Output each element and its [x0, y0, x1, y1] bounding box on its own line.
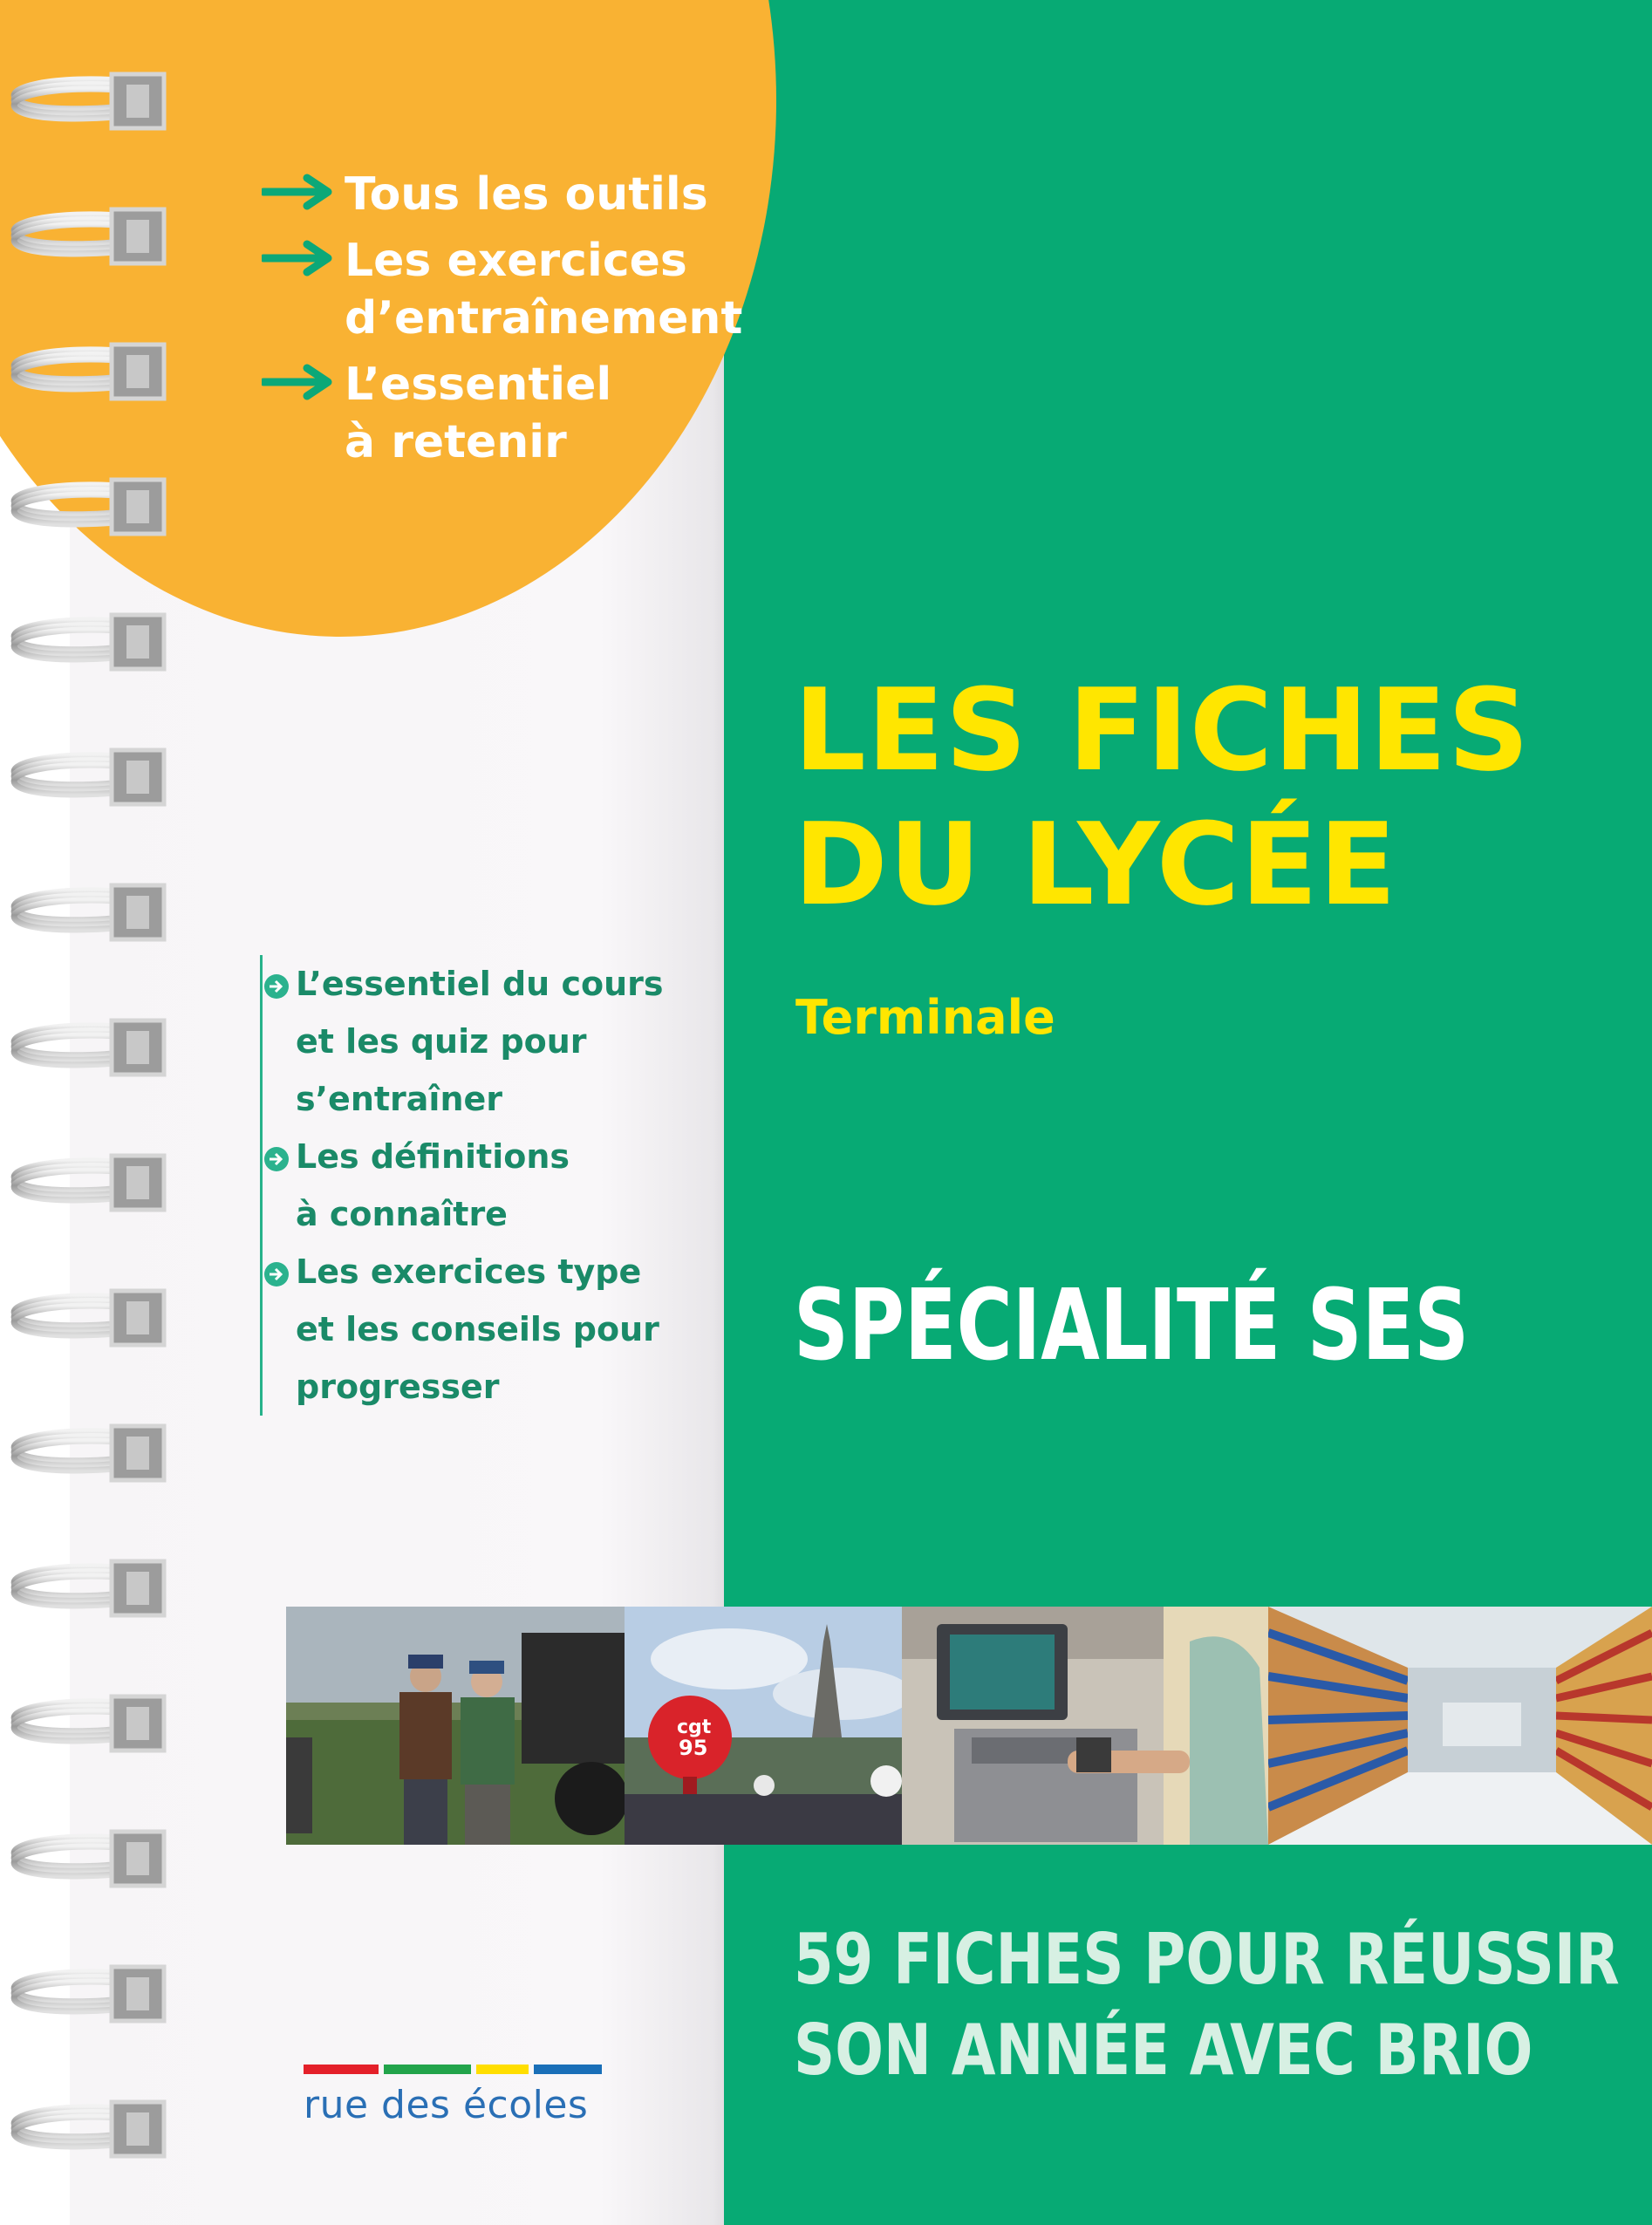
spiral-ring — [14, 2102, 164, 2156]
spiral-ring — [14, 74, 164, 128]
green-panel — [724, 0, 1652, 2225]
logo-color-bars — [304, 2065, 612, 2074]
spiral-ring — [14, 615, 164, 669]
book-title — [794, 663, 1579, 932]
side-feature-text: L’essentiel du cours et les quiz pour s’entraîner — [296, 965, 664, 1118]
bullet-arrow-icon — [264, 1262, 289, 1287]
self-checkout-photo — [902, 1607, 1268, 1845]
side-feature-text: Les exercices type et les conseils pour progresser — [296, 1252, 659, 1406]
balloon-text-95: 95 — [679, 1736, 708, 1760]
spiral-ring — [14, 750, 164, 804]
spiral-binding — [0, 0, 174, 2225]
demonstration-eiffel-photo — [625, 1607, 902, 1845]
side-feature-item — [296, 1243, 749, 1416]
farmers-photo — [286, 1607, 625, 1845]
spiral-ring — [14, 1696, 164, 1751]
top-feature-list — [262, 166, 750, 480]
spiral-ring — [14, 1426, 164, 1480]
logo-bar-yellow — [476, 2065, 529, 2074]
spiral-ring — [14, 1020, 164, 1075]
supermarket-aisle-photo — [1268, 1607, 1652, 1845]
spiral-ring — [14, 209, 164, 263]
bullet-arrow-icon — [264, 1147, 289, 1171]
spiral-ring — [14, 1967, 164, 2021]
arrow-right-icon — [262, 239, 340, 277]
top-feature-text: Les exercices d’entraînement — [345, 235, 743, 345]
top-feature-item — [262, 232, 750, 347]
spiral-ring — [14, 345, 164, 399]
top-feature-item — [262, 356, 750, 471]
arrow-right-icon — [262, 173, 340, 211]
publisher-name: rue des écoles — [304, 2083, 589, 2127]
tagline-line: 59 FICHES POUR RÉUSSIR — [794, 1919, 1620, 2000]
book-subtitle: Terminale — [795, 990, 1055, 1045]
spiral-ring — [14, 480, 164, 534]
spiral-ring — [14, 1832, 164, 1886]
tagline-line: SON ANNÉE AVEC BRIO — [794, 2010, 1533, 2091]
title-line: DU LYCÉE — [794, 798, 1397, 931]
spiral-ring — [14, 1561, 164, 1615]
top-feature-text: L’essentiel à retenir — [345, 358, 612, 468]
side-feature-item — [296, 955, 749, 1128]
top-feature-text: Tous les outils — [345, 168, 708, 221]
spiral-ring — [14, 1156, 164, 1210]
spiral-ring — [14, 1291, 164, 1345]
arrow-right-icon — [262, 363, 340, 401]
top-feature-item — [262, 166, 750, 223]
logo-bar-red — [304, 2065, 379, 2074]
side-feature-text: Les définitions à connaître — [296, 1137, 570, 1233]
logo-bar-green — [384, 2065, 471, 2074]
photo-strip — [286, 1607, 1652, 1845]
specialty-label: SPÉCIALITÉ SES — [794, 1269, 1470, 1382]
logo-bar-blue — [534, 2065, 602, 2074]
spiral-ring — [14, 885, 164, 939]
tagline — [794, 1914, 1620, 2096]
title-line: LES FICHES — [794, 664, 1531, 796]
bullet-arrow-icon — [264, 974, 289, 999]
side-feature-item — [296, 1128, 749, 1243]
side-feature-list — [260, 955, 749, 1416]
balloon-text-cgt: cgt — [677, 1717, 712, 1738]
publisher-logo — [304, 2065, 612, 2134]
